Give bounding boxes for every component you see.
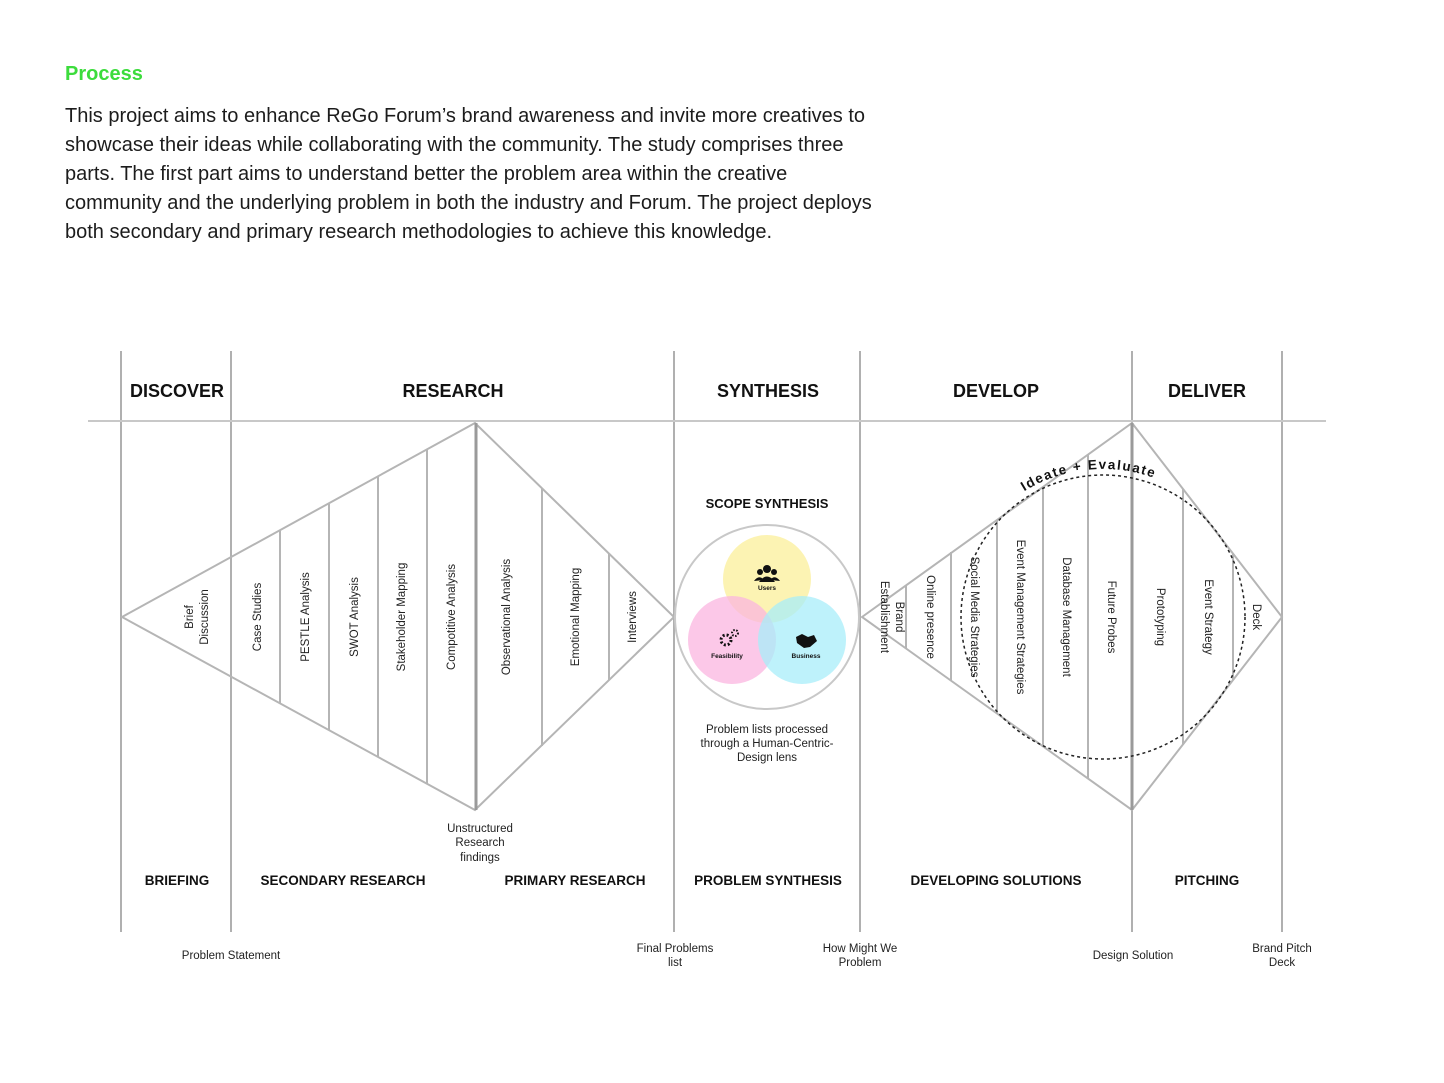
stage-primary-research: PRIMARY RESEARCH xyxy=(504,873,646,888)
business-label: Business xyxy=(791,653,821,660)
stage-pitching: PITCHING xyxy=(1174,873,1240,888)
process-heading: Process xyxy=(65,63,143,85)
venn xyxy=(688,535,846,684)
phase-discover: DISCOVER xyxy=(129,381,225,401)
label-brief-1: Brief xyxy=(184,605,196,629)
stage-secondary-research: SECONDARY RESEARCH xyxy=(260,873,426,888)
label-swot: SWOT Analysis xyxy=(349,577,361,657)
ideate-evaluate-text: Ideate + Evaluate xyxy=(1017,456,1159,494)
label-event-mgmt: Event Management Strategies xyxy=(1014,539,1026,695)
users-icon-head-right xyxy=(771,569,777,575)
milestone-brand-pitch-1: Brand Pitch xyxy=(1252,943,1312,955)
milestone-hmw-1: How Might We xyxy=(822,943,898,955)
phase-deliver: DELIVER xyxy=(1167,381,1247,401)
users-icon-head-left xyxy=(757,569,763,575)
label-social: Social Media Strategies xyxy=(968,556,980,678)
intro-paragraph: This project aims to enhance ReGo Forum’s brand awareness and invite more creatives to showcase their ideas while collaborating with the community. The study comprises three parts. The first part aims to understand better the problem area within the creative community and the underlying problem in both the industry and Forum. The project deploys both secondary and primary research methodologies to achieve this knowledge. xyxy=(65,105,872,243)
unstructured-1: Unstructured xyxy=(447,823,513,835)
stage-developing-solutions: DEVELOPING SOLUTIONS xyxy=(910,873,1082,888)
feasibility-label: Feasibility xyxy=(711,653,743,660)
label-future: Future Probes xyxy=(1105,580,1117,654)
label-prototyping: Prototyping xyxy=(1154,587,1166,647)
label-brand-1: Brand xyxy=(893,601,905,633)
label-brand-2: Establishment xyxy=(878,580,890,654)
label-database: Database Management xyxy=(1060,557,1072,677)
unstructured-2: Research xyxy=(455,837,505,849)
label-stakeholder: Stakeholder Mapping xyxy=(396,562,408,672)
label-pestle: PESTLE Analysis xyxy=(300,572,312,662)
milestone-brand-pitch-2: Deck xyxy=(1268,957,1296,969)
synthesis-caption-1: Problem lists processed xyxy=(705,724,829,736)
unstructured-3: findings xyxy=(460,852,500,864)
phase-develop: DEVELOP xyxy=(952,381,1040,401)
phase-research: RESEARCH xyxy=(402,381,504,401)
label-interviews: Interviews xyxy=(627,591,639,643)
label-case-studies: Case Studies xyxy=(252,582,264,652)
milestone-design-solution: Design Solution xyxy=(1092,950,1174,962)
label-competitive: Compotitive Analysis xyxy=(446,563,458,671)
label-emotional: Emotional Mapping xyxy=(570,567,582,667)
synthesis-caption-2: through a Human-Centric- xyxy=(700,738,834,750)
label-online: Online presence xyxy=(924,575,936,659)
milestone-final-problems-1: Final Problems xyxy=(636,943,714,955)
users-label: Users xyxy=(757,585,777,592)
label-deck: Deck xyxy=(1250,603,1262,631)
users-icon-head xyxy=(763,565,771,573)
stage-problem-synthesis: PROBLEM SYNTHESIS xyxy=(694,873,842,888)
label-brief-2: Discussion xyxy=(199,589,211,645)
synthesis-caption-3: Design lens xyxy=(736,752,798,764)
label-event-strategy: Event Strategy xyxy=(1202,579,1214,655)
scope-synthesis-title: SCOPE SYNTHESIS xyxy=(705,496,829,511)
stage-briefing: BRIEFING xyxy=(144,873,210,888)
phase-synthesis: SYNTHESIS xyxy=(716,381,820,401)
label-observational: Observational Analysis xyxy=(501,558,513,676)
milestone-problem-statement: Problem Statement xyxy=(181,950,281,962)
milestone-final-problems-2: list xyxy=(667,957,683,969)
milestone-hmw-2: Problem xyxy=(838,957,882,969)
